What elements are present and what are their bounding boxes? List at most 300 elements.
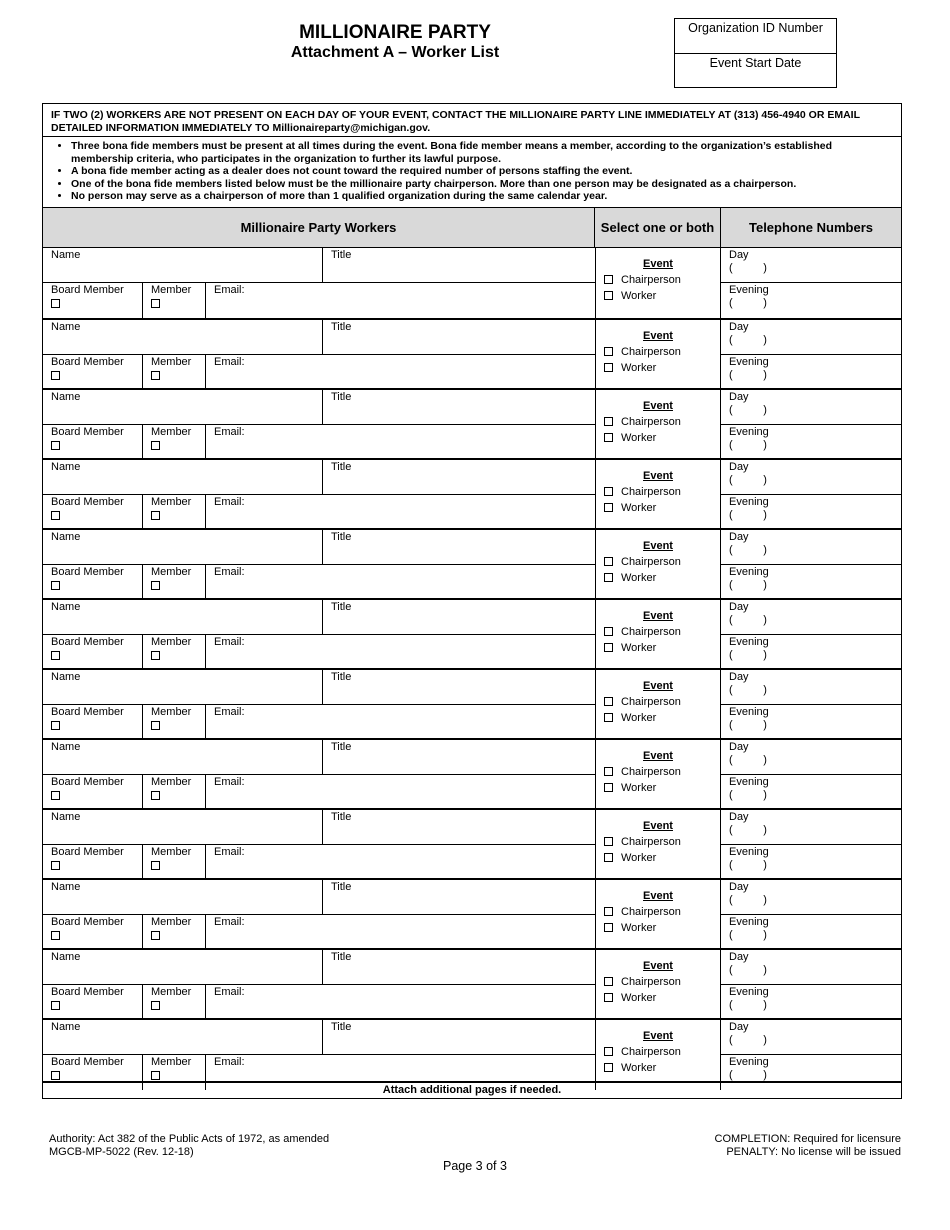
- role-select-cell: [595, 460, 721, 530]
- board-member-checkbox[interactable]: [51, 1071, 60, 1080]
- email-label: Email:: [214, 566, 245, 578]
- name-label: Name: [51, 391, 81, 403]
- worker-row: [43, 1018, 901, 1088]
- evening-phone-area-code: ( ): [729, 859, 767, 871]
- rule-item: • One of the bona fide members listed below must be the millionaire party chairperson. More than one person may be designated as a chairperson.: [71, 178, 893, 191]
- board-member-cell: [43, 495, 143, 530]
- title-label: Title: [331, 1021, 352, 1033]
- name-label: Name: [51, 601, 81, 613]
- day-phone-field[interactable]: [721, 810, 901, 845]
- member-checkbox[interactable]: [151, 651, 160, 660]
- email-field[interactable]: [206, 915, 595, 950]
- day-phone-area-code: ( ): [729, 474, 767, 486]
- member-cell: [143, 915, 206, 950]
- day-label: Day: [729, 461, 749, 473]
- email-field[interactable]: [206, 705, 595, 740]
- title-label: Title: [331, 741, 352, 753]
- event-label: Event: [643, 610, 673, 622]
- board-member-checkbox[interactable]: [51, 581, 60, 590]
- chairperson-checkbox[interactable]: [604, 977, 613, 986]
- evening-label: Evening: [729, 426, 769, 438]
- member-label: Member: [151, 776, 192, 788]
- evening-phone-field[interactable]: [721, 495, 901, 530]
- select-column-header: Select one or both: [595, 208, 721, 248]
- member-checkbox[interactable]: [151, 1001, 160, 1010]
- chairperson-option[interactable]: [604, 696, 681, 709]
- role-select-cell: [595, 248, 721, 318]
- title-field[interactable]: [323, 950, 595, 985]
- member-checkbox[interactable]: [151, 861, 160, 870]
- evening-phone-field[interactable]: [721, 355, 901, 390]
- worker-label: Worker: [621, 502, 657, 514]
- member-cell: [143, 845, 206, 880]
- email-field[interactable]: [206, 283, 595, 318]
- name-label: Name: [51, 1021, 81, 1033]
- member-cell: [143, 985, 206, 1020]
- evening-label: Evening: [729, 846, 769, 858]
- organization-id-field[interactable]: Organization ID Number: [675, 19, 836, 54]
- email-field[interactable]: [206, 985, 595, 1020]
- workers-column-header: Millionaire Party Workers: [43, 208, 595, 248]
- member-label: Member: [151, 356, 192, 368]
- rule-item: • No person may serve as a chairperson of more than 1 qualified organization during the same calendar year.: [71, 190, 893, 203]
- chairperson-checkbox[interactable]: [604, 557, 613, 566]
- title-field[interactable]: [323, 670, 595, 705]
- worker-option[interactable]: [604, 432, 656, 445]
- chairperson-label: Chairperson: [621, 696, 681, 708]
- event-label: Event: [643, 1030, 673, 1042]
- member-cell: [143, 495, 206, 530]
- day-phone-field[interactable]: [721, 950, 901, 985]
- chairperson-label: Chairperson: [621, 556, 681, 568]
- evening-phone-area-code: ( ): [729, 579, 767, 591]
- footer-right: [715, 1133, 901, 1159]
- day-phone-area-code: ( ): [729, 334, 767, 346]
- email-label: Email:: [214, 846, 245, 858]
- chairperson-option[interactable]: [604, 836, 681, 849]
- email-label: Email:: [214, 1056, 245, 1068]
- member-checkbox[interactable]: [151, 1071, 160, 1080]
- evening-phone-area-code: ( ): [729, 509, 767, 521]
- chairperson-option[interactable]: [604, 626, 681, 639]
- title-label: Title: [331, 951, 352, 963]
- day-phone-field[interactable]: [721, 740, 901, 775]
- event-start-date-field[interactable]: Event Start Date: [709, 56, 802, 70]
- board-member-checkbox[interactable]: [51, 511, 60, 520]
- day-label: Day: [729, 531, 749, 543]
- worker-label: Worker: [621, 642, 657, 654]
- worker-checkbox[interactable]: [604, 433, 613, 442]
- member-checkbox[interactable]: [151, 371, 160, 380]
- member-cell: [143, 705, 206, 740]
- evening-phone-area-code: ( ): [729, 297, 767, 309]
- worker-option[interactable]: [604, 290, 656, 303]
- board-member-label: Board Member: [51, 916, 124, 928]
- title-field[interactable]: [323, 810, 595, 845]
- chairperson-option[interactable]: [604, 556, 681, 569]
- chairperson-checkbox[interactable]: [604, 627, 613, 636]
- member-cell: [143, 635, 206, 670]
- board-member-label: Board Member: [51, 706, 124, 718]
- page-title: MILLIONAIRE PARTY: [299, 22, 491, 43]
- member-checkbox[interactable]: [151, 791, 160, 800]
- board-member-checkbox[interactable]: [51, 1001, 60, 1010]
- worker-checkbox[interactable]: [604, 713, 613, 722]
- title-field[interactable]: [323, 1020, 595, 1055]
- member-label: Member: [151, 706, 192, 718]
- worker-option[interactable]: [604, 992, 656, 1005]
- evening-label: Evening: [729, 636, 769, 648]
- board-member-cell: [43, 565, 143, 600]
- title-field[interactable]: [323, 320, 595, 355]
- evening-label: Evening: [729, 916, 769, 928]
- role-select-cell: [595, 530, 721, 600]
- event-label: Event: [643, 890, 673, 902]
- evening-phone-area-code: ( ): [729, 1069, 767, 1081]
- chairperson-label: Chairperson: [621, 1046, 681, 1058]
- organization-id-box: [674, 18, 837, 88]
- title-label: Title: [331, 811, 352, 823]
- title-label: Title: [331, 249, 352, 261]
- worker-label: Worker: [621, 922, 657, 934]
- worker-row: [43, 808, 901, 878]
- worker-row: [43, 598, 901, 668]
- day-phone-field[interactable]: [721, 670, 901, 705]
- name-label: Name: [51, 881, 81, 893]
- member-checkbox[interactable]: [151, 511, 160, 520]
- member-checkbox[interactable]: [151, 581, 160, 590]
- evening-label: Evening: [729, 776, 769, 788]
- day-label: Day: [729, 951, 749, 963]
- worker-row: [43, 248, 901, 318]
- evening-phone-area-code: ( ): [729, 719, 767, 731]
- worker-label: Worker: [621, 362, 657, 374]
- evening-phone-field[interactable]: [721, 565, 901, 600]
- title-field[interactable]: [323, 460, 595, 495]
- day-phone-area-code: ( ): [729, 824, 767, 836]
- chairperson-checkbox[interactable]: [604, 275, 613, 284]
- chairperson-label: Chairperson: [621, 274, 681, 286]
- worker-label: Worker: [621, 290, 657, 302]
- event-label: Event: [643, 680, 673, 692]
- worker-row: [43, 528, 901, 598]
- member-label: Member: [151, 846, 192, 858]
- evening-label: Evening: [729, 284, 769, 296]
- email-label: Email:: [214, 776, 245, 788]
- penalty-text: PENALTY: No license will be issued: [726, 1146, 901, 1158]
- title-label: Title: [331, 531, 352, 543]
- worker-checkbox[interactable]: [604, 923, 613, 932]
- email-field[interactable]: [206, 425, 595, 460]
- chairperson-option[interactable]: [604, 486, 681, 499]
- name-field[interactable]: [43, 810, 323, 845]
- member-cell: [143, 355, 206, 390]
- email-label: Email:: [214, 496, 245, 508]
- worker-checkbox[interactable]: [604, 993, 613, 1002]
- worker-checkbox[interactable]: [604, 503, 613, 512]
- board-member-cell: [43, 425, 143, 460]
- title-field[interactable]: [323, 390, 595, 425]
- member-cell: [143, 775, 206, 810]
- event-label: Event: [643, 960, 673, 972]
- chairperson-checkbox[interactable]: [604, 417, 613, 426]
- role-select-cell: [595, 390, 721, 460]
- name-field[interactable]: [43, 320, 323, 355]
- evening-phone-area-code: ( ): [729, 999, 767, 1011]
- evening-phone-field[interactable]: [721, 915, 901, 950]
- board-member-cell: [43, 283, 143, 318]
- evening-label: Evening: [729, 1056, 769, 1068]
- member-checkbox[interactable]: [151, 441, 160, 450]
- member-label: Member: [151, 636, 192, 648]
- worker-row: [43, 948, 901, 1018]
- name-field[interactable]: [43, 880, 323, 915]
- form-number: MGCB-MP-5022 (Rev. 12-18): [49, 1146, 194, 1158]
- day-label: Day: [729, 601, 749, 613]
- member-label: Member: [151, 916, 192, 928]
- name-label: Name: [51, 461, 81, 473]
- chairperson-label: Chairperson: [621, 486, 681, 498]
- completion-text: COMPLETION: Required for licensure: [714, 1133, 901, 1145]
- chairperson-option[interactable]: [604, 274, 681, 287]
- footer-left: [49, 1133, 329, 1159]
- name-label: Name: [51, 741, 81, 753]
- worker-option[interactable]: [604, 712, 656, 725]
- board-member-checkbox[interactable]: [51, 721, 60, 730]
- evening-phone-field[interactable]: [721, 775, 901, 810]
- name-label: Name: [51, 321, 81, 333]
- name-field[interactable]: [43, 390, 323, 425]
- evening-label: Evening: [729, 356, 769, 368]
- member-cell: [143, 425, 206, 460]
- name-field[interactable]: [43, 460, 323, 495]
- role-select-cell: [595, 740, 721, 810]
- name-field[interactable]: [43, 530, 323, 565]
- worker-checkbox[interactable]: [604, 573, 613, 582]
- event-label: Event: [643, 400, 673, 412]
- chairperson-label: Chairperson: [621, 626, 681, 638]
- chairperson-option[interactable]: [604, 416, 681, 429]
- board-member-cell: [43, 915, 143, 950]
- day-phone-field[interactable]: [721, 600, 901, 635]
- evening-label: Evening: [729, 706, 769, 718]
- evening-phone-area-code: ( ): [729, 929, 767, 941]
- worker-label: Worker: [621, 432, 657, 444]
- chairperson-label: Chairperson: [621, 766, 681, 778]
- email-field[interactable]: [206, 845, 595, 880]
- day-phone-area-code: ( ): [729, 614, 767, 626]
- title-label: Title: [331, 391, 352, 403]
- board-member-checkbox[interactable]: [51, 861, 60, 870]
- day-phone-field[interactable]: [721, 880, 901, 915]
- event-label: Event: [643, 258, 673, 270]
- email-field[interactable]: [206, 565, 595, 600]
- name-field[interactable]: [43, 950, 323, 985]
- name-label: Name: [51, 671, 81, 683]
- board-member-label: Board Member: [51, 356, 124, 368]
- contact-notice: IF TWO (2) WORKERS ARE NOT PRESENT ON EACH DAY OF YOUR EVENT, CONTACT THE MILLIONAIRE PARTY LINE IMMEDIATELY AT (313) 456-4940 OR EMAIL DETAILED INFORMATION IMMEDIATELY TO Millionaireparty@michigan.gov.: [43, 104, 901, 137]
- title-field[interactable]: [323, 248, 595, 283]
- name-label: Name: [51, 249, 81, 261]
- evening-phone-field[interactable]: [721, 635, 901, 670]
- board-member-label: Board Member: [51, 1056, 124, 1068]
- role-select-cell: [595, 810, 721, 880]
- board-member-checkbox[interactable]: [51, 791, 60, 800]
- worker-option[interactable]: [604, 502, 656, 515]
- day-phone-field[interactable]: [721, 390, 901, 425]
- day-label: Day: [729, 671, 749, 683]
- title-field[interactable]: [323, 530, 595, 565]
- worker-checkbox[interactable]: [604, 363, 613, 372]
- evening-label: Evening: [729, 986, 769, 998]
- chairperson-checkbox[interactable]: [604, 907, 613, 916]
- chairperson-label: Chairperson: [621, 416, 681, 428]
- chairperson-checkbox[interactable]: [604, 697, 613, 706]
- worker-row: [43, 318, 901, 388]
- day-phone-field[interactable]: [721, 460, 901, 495]
- name-field[interactable]: [43, 1020, 323, 1055]
- board-member-cell: [43, 985, 143, 1020]
- evening-phone-field[interactable]: [721, 705, 901, 740]
- day-label: Day: [729, 1021, 749, 1033]
- email-field[interactable]: [206, 775, 595, 810]
- worker-checkbox[interactable]: [604, 643, 613, 652]
- event-label: Event: [643, 820, 673, 832]
- day-phone-field[interactable]: [721, 530, 901, 565]
- evening-phone-field[interactable]: [721, 845, 901, 880]
- member-cell: [143, 565, 206, 600]
- email-label: Email:: [214, 706, 245, 718]
- board-member-checkbox[interactable]: [51, 651, 60, 660]
- worker-option[interactable]: [604, 362, 656, 375]
- worker-checkbox[interactable]: [604, 783, 613, 792]
- name-label: Name: [51, 531, 81, 543]
- evening-phone-field[interactable]: [721, 425, 901, 460]
- chairperson-option[interactable]: [604, 976, 681, 989]
- chairperson-checkbox[interactable]: [604, 837, 613, 846]
- board-member-cell: [43, 635, 143, 670]
- name-field[interactable]: [43, 248, 323, 283]
- board-member-checkbox[interactable]: [51, 299, 60, 308]
- worker-label: Worker: [621, 572, 657, 584]
- chairperson-option[interactable]: [604, 346, 681, 359]
- day-phone-area-code: ( ): [729, 894, 767, 906]
- worker-label: Worker: [621, 1062, 657, 1074]
- board-member-label: Board Member: [51, 986, 124, 998]
- role-select-cell: [595, 670, 721, 740]
- day-phone-field[interactable]: [721, 1020, 901, 1055]
- evening-phone-area-code: ( ): [729, 649, 767, 661]
- chairperson-checkbox[interactable]: [604, 347, 613, 356]
- email-field[interactable]: [206, 495, 595, 530]
- rules-list: [43, 137, 901, 208]
- member-checkbox[interactable]: [151, 299, 160, 308]
- chairperson-label: Chairperson: [621, 976, 681, 988]
- evening-phone-area-code: ( ): [729, 439, 767, 451]
- email-label: Email:: [214, 916, 245, 928]
- event-label: Event: [643, 330, 673, 342]
- title-field[interactable]: [323, 880, 595, 915]
- day-phone-field[interactable]: [721, 248, 901, 283]
- member-checkbox[interactable]: [151, 931, 160, 940]
- email-field[interactable]: [206, 635, 595, 670]
- title-field[interactable]: [323, 600, 595, 635]
- worker-option[interactable]: [604, 572, 656, 585]
- day-label: Day: [729, 741, 749, 753]
- telephone-column-header: Telephone Numbers: [721, 208, 901, 248]
- chairperson-checkbox[interactable]: [604, 1047, 613, 1056]
- title-field[interactable]: [323, 740, 595, 775]
- member-cell: [143, 283, 206, 318]
- chairperson-option[interactable]: [604, 1046, 681, 1059]
- worker-checkbox[interactable]: [604, 291, 613, 300]
- evening-label: Evening: [729, 496, 769, 508]
- rule-item: • A bona fide member acting as a dealer does not count toward the required number of persons staffing the event.: [71, 165, 893, 178]
- page-subtitle: Attachment A – Worker List: [290, 44, 500, 61]
- worker-label: Worker: [621, 992, 657, 1004]
- worker-checkbox[interactable]: [604, 853, 613, 862]
- chairperson-option[interactable]: [604, 906, 681, 919]
- board-member-checkbox[interactable]: [51, 371, 60, 380]
- authority-text: Authority: Act 382 of the Public Acts of 1972, as amended: [49, 1133, 330, 1145]
- role-select-cell: [595, 1020, 721, 1090]
- worker-option[interactable]: [604, 782, 656, 795]
- board-member-cell: [43, 705, 143, 740]
- evening-label: Evening: [729, 566, 769, 578]
- rule-item: • Three bona fide members must be present at all times during the event. Bona fide member means a member, according to the organization’s established membership criteria, who participates in the organization to further its lawful purpose.: [71, 140, 893, 165]
- member-label: Member: [151, 1056, 192, 1068]
- board-member-checkbox[interactable]: [51, 441, 60, 450]
- worker-checkbox[interactable]: [604, 1063, 613, 1072]
- worker-option[interactable]: [604, 1062, 656, 1075]
- board-member-label: Board Member: [51, 776, 124, 788]
- name-field[interactable]: [43, 600, 323, 635]
- role-select-cell: [595, 950, 721, 1020]
- evening-phone-field[interactable]: [721, 283, 901, 318]
- day-phone-area-code: ( ): [729, 1034, 767, 1046]
- title-label: Title: [331, 461, 352, 473]
- worker-option[interactable]: [604, 852, 656, 865]
- email-label: Email:: [214, 426, 245, 438]
- worker-list-form: [42, 103, 902, 1099]
- name-field[interactable]: [43, 670, 323, 705]
- title-label: Title: [331, 881, 352, 893]
- worker-row: [43, 388, 901, 458]
- email-field[interactable]: [206, 355, 595, 390]
- board-member-checkbox[interactable]: [51, 931, 60, 940]
- chairperson-option[interactable]: [604, 766, 681, 779]
- worker-label: Worker: [621, 852, 657, 864]
- worker-option[interactable]: [604, 642, 656, 655]
- event-label: Event: [643, 540, 673, 552]
- board-member-label: Board Member: [51, 496, 124, 508]
- evening-phone-area-code: ( ): [729, 369, 767, 381]
- name-label: Name: [51, 951, 81, 963]
- title-label: Title: [331, 671, 352, 683]
- evening-phone-field[interactable]: [721, 985, 901, 1020]
- member-label: Member: [151, 284, 192, 296]
- chairperson-checkbox[interactable]: [604, 487, 613, 496]
- member-label: Member: [151, 986, 192, 998]
- day-phone-area-code: ( ): [729, 684, 767, 696]
- board-member-label: Board Member: [51, 284, 124, 296]
- day-phone-field[interactable]: [721, 320, 901, 355]
- role-select-cell: [595, 880, 721, 950]
- worker-option[interactable]: [604, 922, 656, 935]
- member-checkbox[interactable]: [151, 721, 160, 730]
- chairperson-checkbox[interactable]: [604, 767, 613, 776]
- name-field[interactable]: [43, 740, 323, 775]
